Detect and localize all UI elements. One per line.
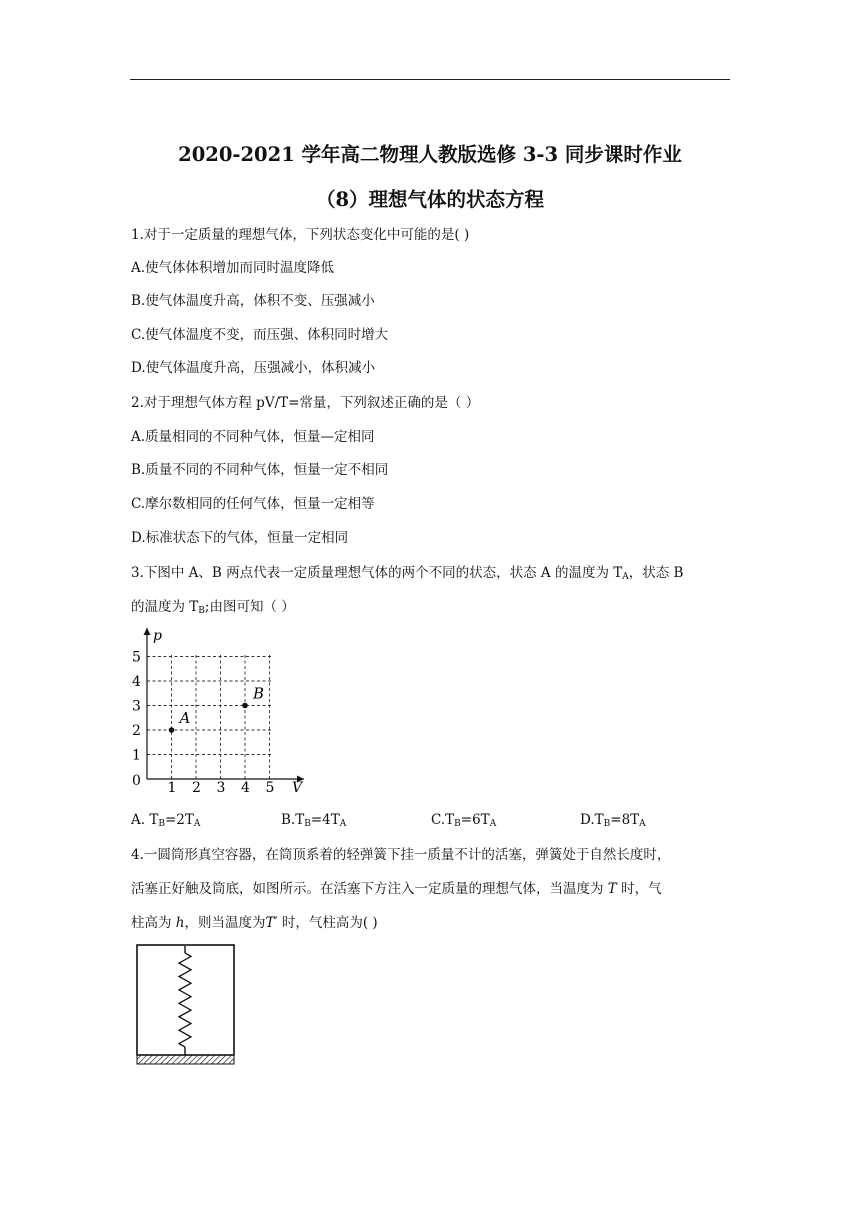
y-tick-label: 4 [132, 674, 141, 690]
cylinder-figure [134, 943, 238, 1067]
y-tick-label: 5 [132, 649, 141, 666]
y-axis-arrow [144, 628, 151, 635]
q3-stem-line2: 的温度为 $T_B$;由图可知（ ） [131, 599, 295, 616]
q4-stem-line3: 柱高为 h，则当温度为T′ 时，气柱高为( ) [131, 915, 378, 931]
spring [179, 953, 191, 1047]
header-rule [130, 79, 730, 80]
doc-title-line1: 2020-2021 学年高二物理人教版选修 3-3 同步课时作业 [178, 143, 682, 166]
q3-option-b: $B.T_B=4T_A$ [281, 812, 347, 829]
q2-option-a: A.质量相同的不同种气体，恒量—定相同 [131, 429, 375, 445]
q4-stem-line2: 活塞正好触及筒底，如图所示。在活塞下方注入一定质量的理想气体，当温度为 T 时，气 [131, 881, 662, 897]
doc-title-line2: （8）理想气体的状态方程 [315, 188, 545, 211]
q3-option-c: $C.T_B=6T_A$ [431, 812, 497, 829]
q3-stem-line1: 3.下图中 A、B 两点代表一定质量理想气体的两个不同的状态，状态 A 的温度为 $T_A$，状态 B [131, 565, 684, 582]
origin-label: 0 [132, 773, 141, 789]
q1-option-c: C.使气体温度不变，而压强、体积同时增大 [131, 327, 389, 343]
y-tick-label: 2 [132, 723, 141, 739]
point-b-label: B [253, 684, 265, 703]
x-tick-label: 1 [167, 780, 177, 796]
y-tick-label: 1 [132, 747, 141, 764]
q3-option-a: A. $T_B=2T_A$ [131, 812, 201, 829]
cylinder-base [137, 1055, 234, 1064]
pv-graph-grid [147, 653, 274, 780]
y-tick-label: 3 [132, 698, 141, 715]
q4-stem-line1: 4.一圆筒形真空容器，在筒顶系着的轻弹簧下挂一质量不计的活塞，弹簧处于自然长度时， [131, 847, 671, 863]
x-tick-label: 4 [241, 780, 250, 796]
x-tick-label: 5 [265, 780, 275, 796]
point-b [242, 703, 248, 709]
q3-option-d: $D.T_B=8T_A$ [580, 812, 646, 829]
q2-option-d: D.标准状态下的气体，恒量一定相同 [131, 530, 349, 546]
q2-option-c: C.摩尔数相同的任何气体，恒量一定相等 [131, 496, 375, 512]
q2-stem: 2.对于理想气体方程 pV/T=常量，下列叙述正确的是（ ） [131, 395, 480, 411]
q1-option-d: D.使气体温度升高，压强减小，体积减小 [131, 360, 376, 376]
y-axis-label: p [153, 628, 162, 644]
q1-stem: 1.对于一定质量的理想气体，下列状态变化中可能的是( ) [131, 227, 470, 243]
point-a-label: A [179, 709, 191, 727]
q2-option-b: B.质量不同的不同种气体，恒量一定不相同 [131, 462, 389, 478]
pv-graph [128, 624, 306, 796]
point-a [169, 727, 175, 733]
q1-option-b: B.使气体温度升高，体积不变、压强减小 [131, 293, 375, 309]
x-tick-label: 2 [192, 780, 201, 796]
x-axis-label: V [292, 780, 303, 796]
x-tick-label: 3 [216, 780, 226, 796]
q1-option-a: A.使气体体积增加而同时温度降低 [131, 260, 335, 276]
